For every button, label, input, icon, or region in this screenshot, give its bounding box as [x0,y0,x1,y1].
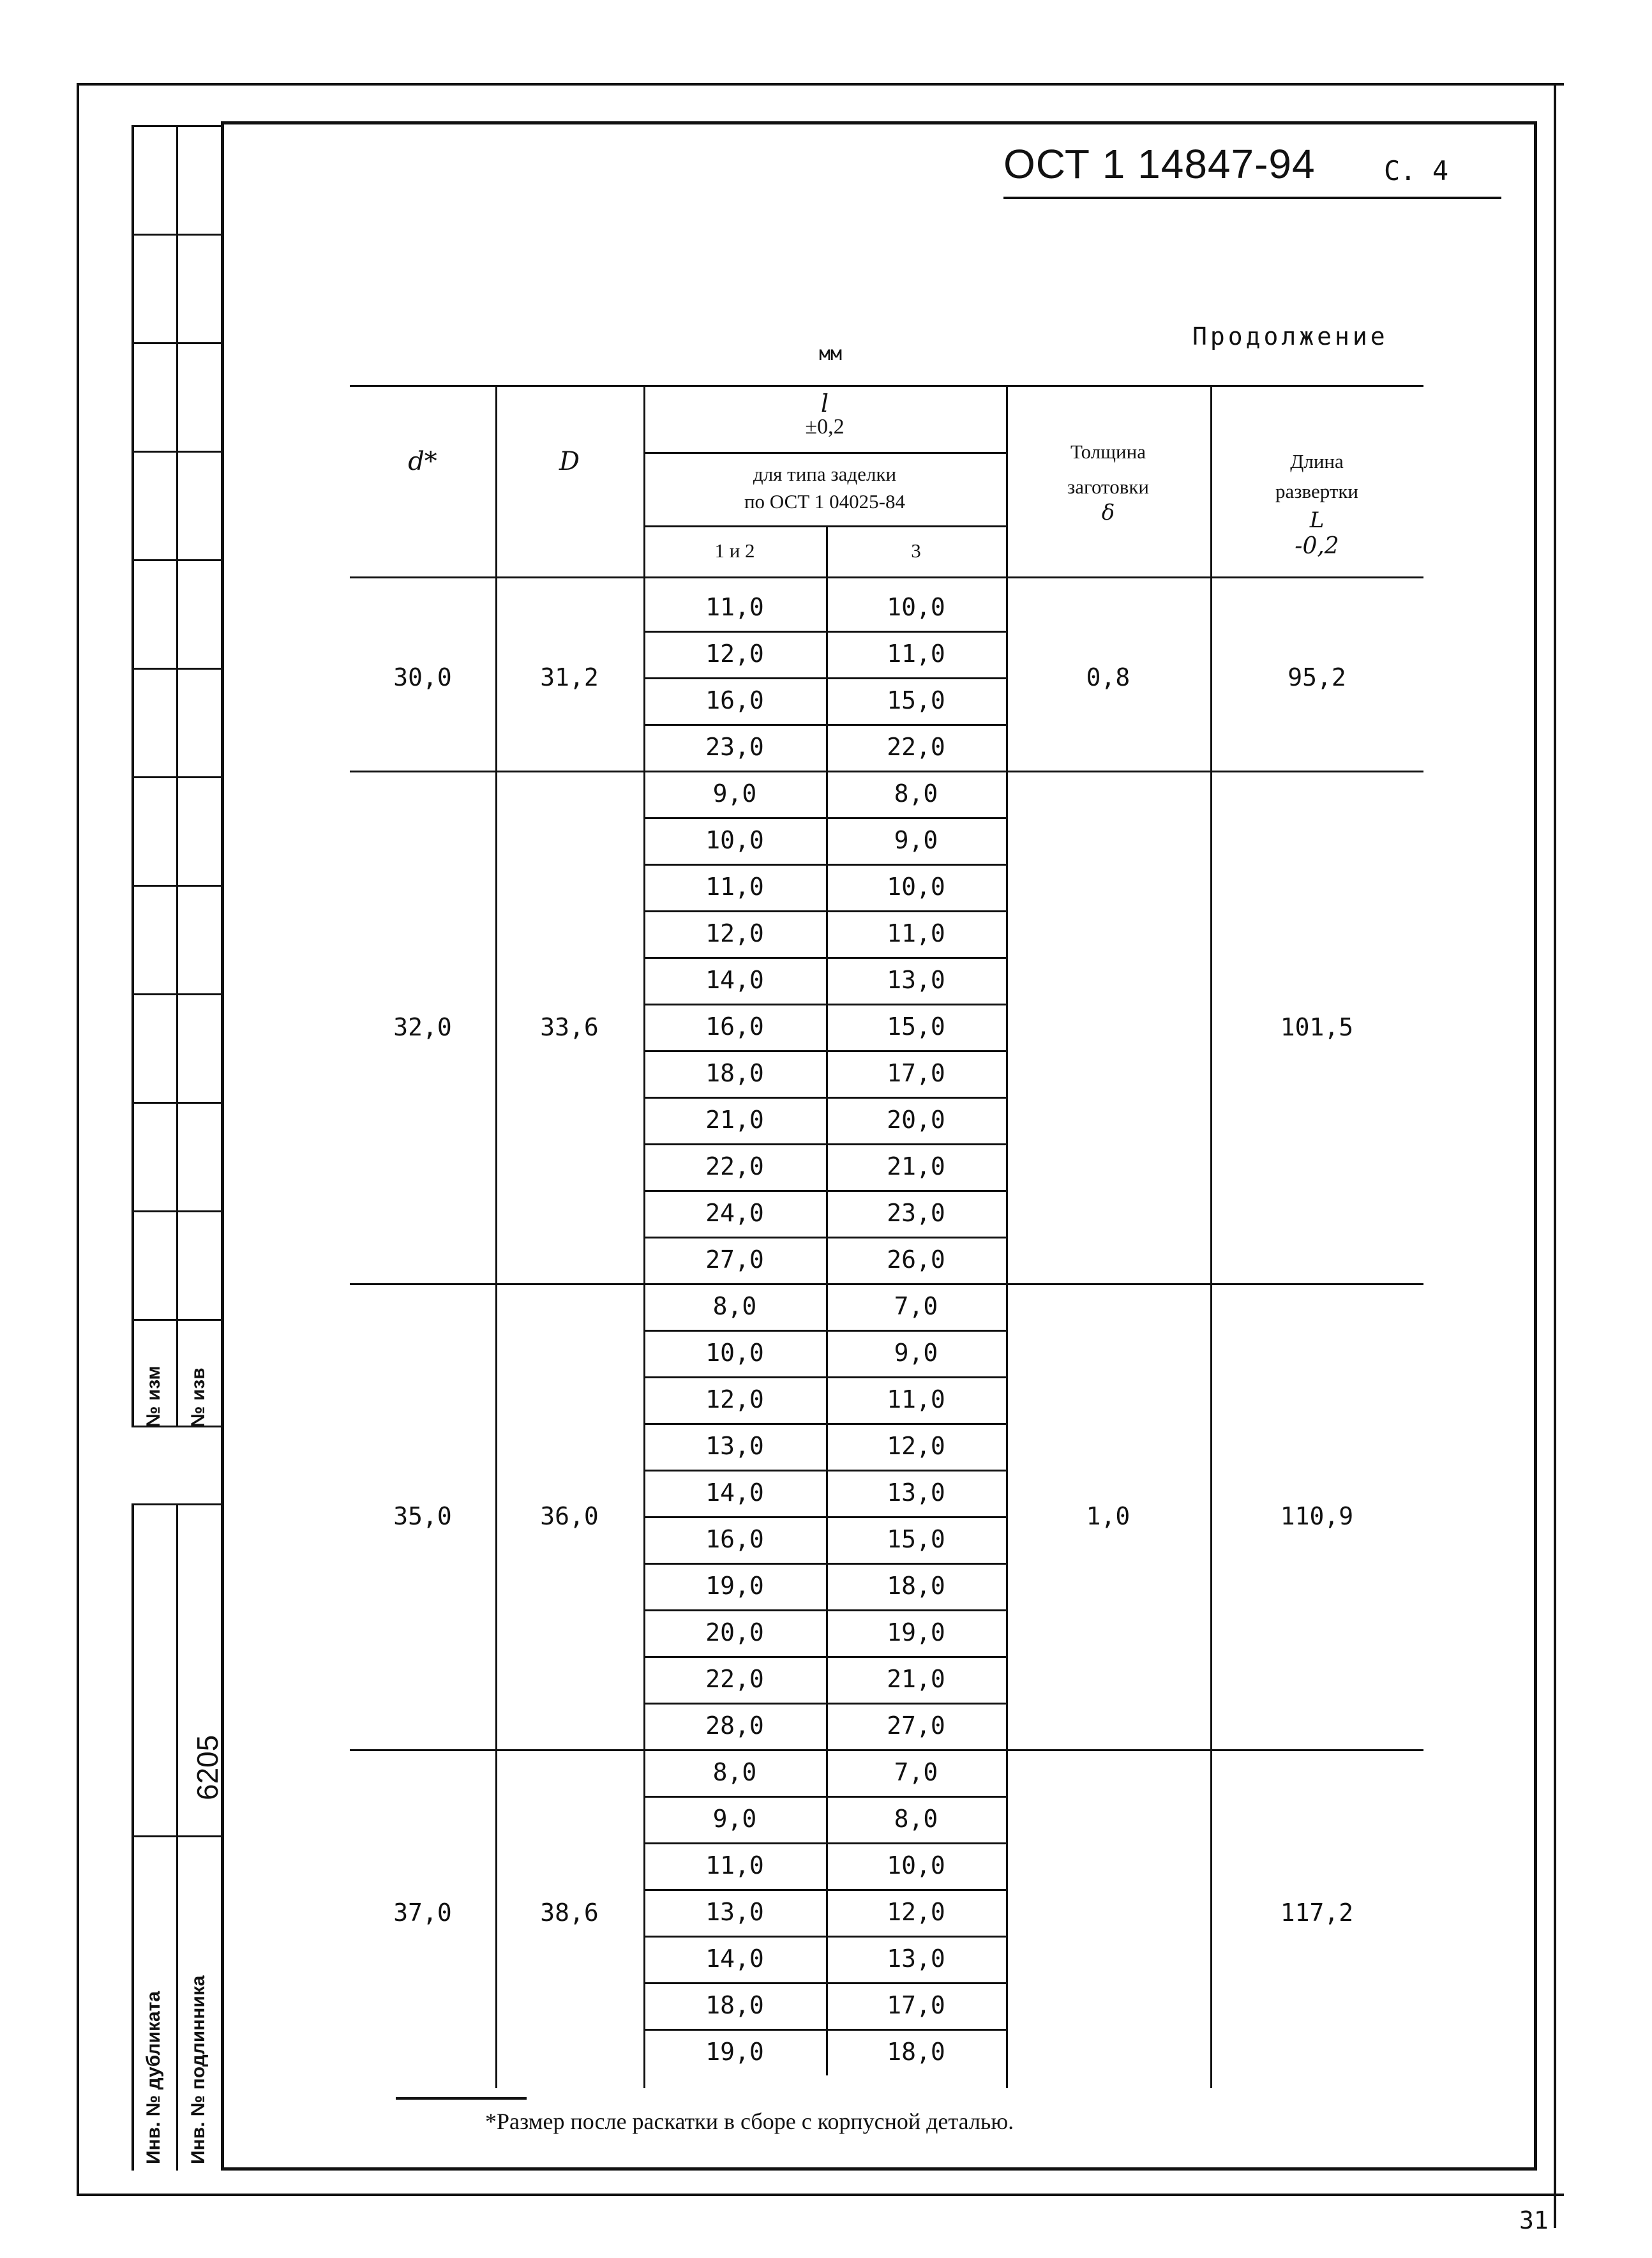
cell-col-3: 23,0 [887,1199,945,1227]
header-line [643,525,1006,527]
cell-D: 38,6 [540,1898,599,1927]
row-rule [643,1889,1006,1891]
row-rule [643,1609,1006,1611]
label-izm: № изм [143,1366,164,1427]
cell-col-3: 19,0 [887,1618,945,1646]
row-rule [643,2029,1006,2031]
cell-col-3: 13,0 [887,1479,945,1507]
strip-row-line [131,342,221,344]
cell-col-1-2: 12,0 [705,919,764,947]
cell-col-1-2: 11,0 [705,873,764,901]
row-rule [643,1982,1006,1984]
group-rule [1006,1749,1423,1751]
cell-col-1-2: 13,0 [705,1432,764,1460]
column-rule [643,385,645,2088]
row-rule [643,957,1006,959]
cell-col-1-2: 8,0 [712,1758,757,1786]
cell-length: 117,2 [1280,1898,1354,1927]
header-length-symbol: L [1309,508,1325,533]
cell-col-1-2: 9,0 [712,1805,757,1833]
cell-col-1-2: 16,0 [705,1012,764,1041]
inventory-number: 6205 [191,1735,224,1800]
row-rule [643,1004,1006,1005]
row-rule [643,1097,1006,1099]
cell-col-3: 18,0 [887,2038,945,2066]
cell-col-3: 13,0 [887,1945,945,1973]
strip-row-line [131,1210,221,1212]
cell-col-3: 15,0 [887,686,945,714]
cell-d: 37,0 [393,1898,452,1927]
cell-col-1-2: 19,0 [705,1572,764,1600]
cell-col-1-2: 16,0 [705,1525,764,1553]
strip-row-line [131,1319,221,1321]
cell-col-1-2: 12,0 [705,1385,764,1413]
strip-row-line [131,125,221,127]
outer-frame-right-edge [1554,83,1556,2228]
header-length-tolerance: -0,2 [1295,533,1339,559]
column-rule [1006,385,1008,2088]
cell-col-3: 9,0 [894,826,938,854]
header-length-1: Длина [1290,450,1344,472]
cell-col-3: 11,0 [887,919,945,947]
cell-length: 95,2 [1288,663,1346,691]
header-seal-type-1: для типа заделки [753,463,897,485]
cell-col-3: 8,0 [894,779,938,808]
cell-col-1-2: 27,0 [705,1246,764,1274]
continuation-label: Продолжение [1192,322,1388,350]
header-seal-type-2: по ОСТ 1 04025-84 [744,490,906,513]
cell-col-1-2: 23,0 [705,733,764,761]
row-rule [643,1423,1006,1425]
group-rule [1006,771,1423,772]
header-bottom-rule [350,576,1423,578]
page-label: С. 4 [1384,155,1449,186]
header-length-2: развертки [1275,480,1358,502]
header-l-symbol: l [820,389,829,418]
row-rule [643,1749,1006,1751]
row-rule [643,1283,1006,1285]
row-rule [643,724,1006,726]
revision-strip [131,125,221,1427]
label-inv-podlinnika: Инв. № подлинника [188,1975,209,2164]
units-label: мм [819,343,843,365]
row-rule [643,1330,1006,1332]
cell-col-3: 15,0 [887,1525,945,1553]
header-d: d* [408,447,437,476]
header-col-1-2: 1 и 2 [714,539,755,562]
cell-col-3: 7,0 [894,1292,938,1320]
cell-D: 33,6 [540,1012,599,1041]
cell-col-1-2: 19,0 [705,2038,764,2066]
cell-col-1-2: 14,0 [705,1479,764,1507]
cell-thickness: 0,8 [1086,663,1130,691]
cell-D: 31,2 [540,663,599,691]
row-rule [643,1143,1006,1145]
row-rule [643,1656,1006,1658]
cell-col-3: 10,0 [887,873,945,901]
cell-col-1-2: 11,0 [705,1851,764,1879]
header-thickness-symbol: δ [1101,500,1115,525]
strip-row-line [131,1503,221,1505]
cell-col-3: 9,0 [894,1339,938,1367]
cell-col-1-2: 12,0 [705,640,764,668]
cell-col-3: 20,0 [887,1106,945,1134]
outer-frame-bottom-edge [77,2194,1321,2195]
cell-col-1-2: 13,0 [705,1898,764,1926]
row-rule [643,1563,1006,1565]
cell-col-1-2: 20,0 [705,1618,764,1646]
row-rule [643,1703,1006,1705]
cell-col-3: 12,0 [887,1898,945,1926]
strip-row-line [131,559,221,561]
cell-col-3: 17,0 [887,1991,945,2019]
sheet-number: 31 [1519,2206,1549,2234]
label-inv-dublikata: Инв. № дубликата [143,1991,164,2164]
strip-row-line [131,1102,221,1104]
cell-length: 101,5 [1280,1012,1354,1041]
cell-col-3: 21,0 [887,1665,945,1693]
row-rule [643,864,1006,866]
cell-col-3: 11,0 [887,1385,945,1413]
inventory-strip [131,1503,224,2171]
header-thickness-2: заготовки [1067,476,1149,498]
cell-col-3: 21,0 [887,1152,945,1180]
row-rule [643,1376,1006,1378]
row-rule [643,771,1006,772]
row-rule [643,1936,1006,1938]
cell-thickness: 1,0 [1086,1502,1130,1530]
group-rule [1006,1283,1423,1285]
strip-row-line [131,993,221,995]
cell-col-3: 13,0 [887,966,945,994]
cell-col-1-2: 8,0 [712,1292,757,1320]
cell-D: 36,0 [540,1502,599,1530]
cell-col-1-2: 21,0 [705,1106,764,1134]
cell-col-3: 10,0 [887,1851,945,1879]
footnote-rule [396,2097,527,2100]
cell-col-3: 8,0 [894,1805,938,1833]
row-rule [643,1050,1006,1052]
table-top-rule [350,385,1423,387]
cell-col-1-2: 28,0 [705,1712,764,1740]
cell-col-1-2: 22,0 [705,1665,764,1693]
cell-col-3: 15,0 [887,1012,945,1041]
header-l-tolerance: ±0,2 [805,415,845,439]
row-rule [643,1842,1006,1844]
cell-col-3: 7,0 [894,1758,938,1786]
header-line [643,452,1006,454]
row-rule [643,910,1006,912]
cell-col-3: 22,0 [887,733,945,761]
cell-d: 32,0 [393,1012,452,1041]
cell-col-1-2: 10,0 [705,1339,764,1367]
row-rule [643,817,1006,819]
cell-col-3: 10,0 [887,593,945,621]
cell-col-3: 26,0 [887,1246,945,1274]
row-rule [643,1470,1006,1471]
column-rule [1210,385,1212,2088]
strip-row-line [131,776,221,778]
cell-col-1-2: 14,0 [705,1945,764,1973]
header-thickness-1: Толщина [1070,440,1146,463]
cell-col-1-2: 10,0 [705,826,764,854]
row-rule [643,1796,1006,1798]
cell-col-3: 27,0 [887,1712,945,1740]
row-rule [643,677,1006,679]
cell-col-3: 11,0 [887,640,945,668]
cell-col-1-2: 14,0 [705,966,764,994]
cell-d: 30,0 [393,663,452,691]
strip-row-line [131,668,221,670]
cell-col-1-2: 24,0 [705,1199,764,1227]
strip-row-line [131,1835,221,1837]
cell-col-3: 12,0 [887,1432,945,1460]
cell-col-3: 17,0 [887,1059,945,1087]
cell-d: 35,0 [393,1502,452,1530]
label-izv: № изв [188,1367,209,1427]
cell-col-3: 18,0 [887,1572,945,1600]
column-rule [495,385,497,2088]
cell-col-1-2: 9,0 [712,779,757,808]
row-rule [643,1237,1006,1238]
row-rule [643,631,1006,633]
cell-length: 110,9 [1280,1502,1354,1530]
strip-row-line [131,885,221,887]
header-rule [1003,197,1501,199]
cell-col-1-2: 22,0 [705,1152,764,1180]
header-col-3: 3 [911,539,921,562]
document-code: ОСТ 1 14847-94 [1003,141,1316,187]
header-D: D [559,447,580,476]
cell-col-1-2: 16,0 [705,686,764,714]
cell-col-1-2: 11,0 [705,593,764,621]
column-rule [826,525,828,2075]
strip-row-line [131,234,221,236]
row-rule [643,1190,1006,1192]
row-rule [643,1516,1006,1518]
strip-row-line [131,451,221,453]
cell-col-1-2: 18,0 [705,1059,764,1087]
cell-col-1-2: 18,0 [705,1991,764,2019]
footnote: *Размер после раскатки в сборе с корпусной деталью. [485,2109,1014,2134]
